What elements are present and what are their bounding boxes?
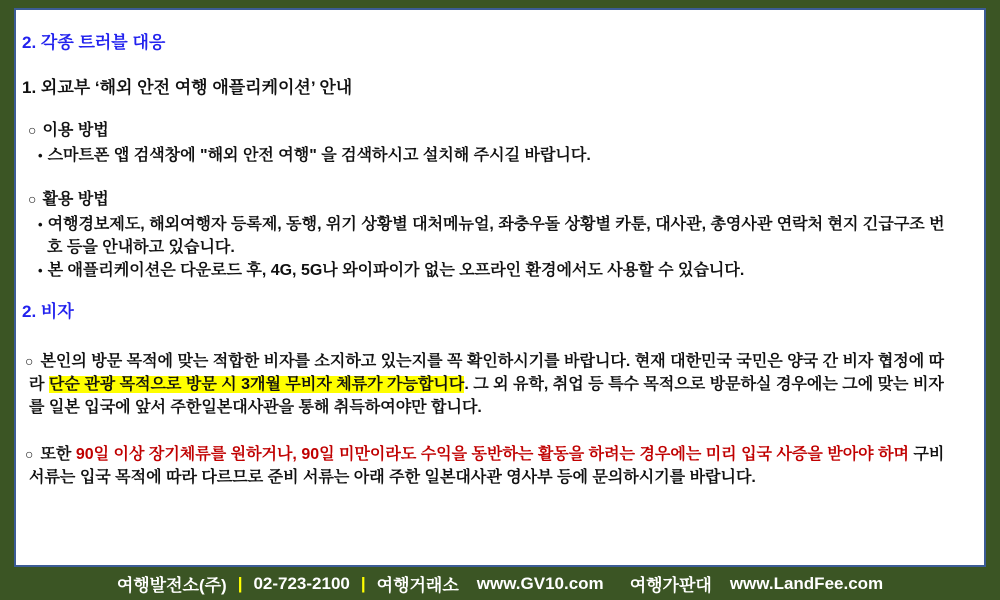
list-item xyxy=(38,144,952,167)
application-subsection-label: 활용 방법 xyxy=(42,191,109,208)
footer-bar xyxy=(0,567,1000,600)
usage-bullet-list xyxy=(16,144,960,167)
footer-stand-url: www.LandFee.com xyxy=(729,573,884,593)
list-item xyxy=(38,259,952,282)
footer-exchange-label: 여행거래소 xyxy=(376,576,459,595)
circle-bullet-icon: ○ xyxy=(28,191,37,207)
usage-subsection-label: 이용 방법 xyxy=(42,122,109,139)
main-heading: 2. 각종 트러블 대응 xyxy=(22,33,166,52)
visa-paragraph-1-text: 본인의 방문 목적에 맞는 적합한 비자를 소지하고 있는지를 꼭 확인하시기를 바랍니다. 현재 대한민국 국민은 양국 간 비자 협정에 따라 단순 관광 목적으로 방문 시 3개월 무비자 체류가 가능합니다. 그 외 유학, 취업 등 특수 목적으로 방문하실 경우에는 그에 맞는 비자를 일본 입국에 앞서 주한일본대사관을 통해 취득하여야만 합니다. xyxy=(29,353,945,416)
list-item-text: 본 애플리케이션은 다운로드 후, 4G, 5G나 와이파이가 없는 오프라인 환경에서도 사용할 수 있습니다. xyxy=(47,262,745,279)
footer-company-name: 여행발전소(주) xyxy=(116,576,227,595)
application-bullet-list xyxy=(16,213,960,282)
visa-paragraph-2 xyxy=(25,443,954,489)
footer-separator: | xyxy=(237,573,243,593)
visa-paragraph-2-text: 또한 90일 이상 장기체류를 원하거나, 90일 미만이라도 수익을 동반하는 활동을 하려는 경우에는 미리 입국 사증을 받아야 하며 구비 서류는 입국 목적에 따라 다르므로 준비 서류는 아래 주한 일본대사관 영사부 등에 문의하시기를 바랍니다. xyxy=(29,446,945,486)
usage-subsection-title xyxy=(28,120,960,141)
visa-paragraph-1 xyxy=(25,350,954,419)
footer-phone-number: 02-723-2100 xyxy=(253,573,350,593)
circle-bullet-icon: ○ xyxy=(25,353,34,369)
circle-bullet-icon: ○ xyxy=(25,446,34,462)
dot-bullet-icon: • xyxy=(38,263,43,278)
slide-content-box xyxy=(14,8,986,567)
list-item-text: 스마트폰 앱 검색창에 "해외 안전 여행" 을 검색하시고 설치해 주시길 바랍니다. xyxy=(47,147,591,164)
dot-bullet-icon: • xyxy=(38,148,43,163)
footer-exchange-url: www.GV10.com xyxy=(476,573,604,593)
footer-stand-label: 여행가판대 xyxy=(629,576,712,595)
circle-bullet-icon: ○ xyxy=(28,122,37,138)
dot-bullet-icon: • xyxy=(38,217,43,232)
app-section-title: 1. 외교부 ‘해외 안전 여행 애플리케이션’ 안내 xyxy=(22,78,353,97)
list-item xyxy=(38,213,952,259)
visa-section-heading: 2. 비자 xyxy=(22,302,74,321)
application-subsection-title xyxy=(28,189,960,210)
footer-separator: | xyxy=(360,573,366,593)
list-item-text: 여행경보제도, 해외여행자 등록제, 동행, 위기 상황별 대처메뉴얼, 좌충우돌 상황별 카툰, 대사관, 총영사관 연락처 현지 긴급구조 번호 등을 안내하고 있습니다. xyxy=(47,216,945,256)
